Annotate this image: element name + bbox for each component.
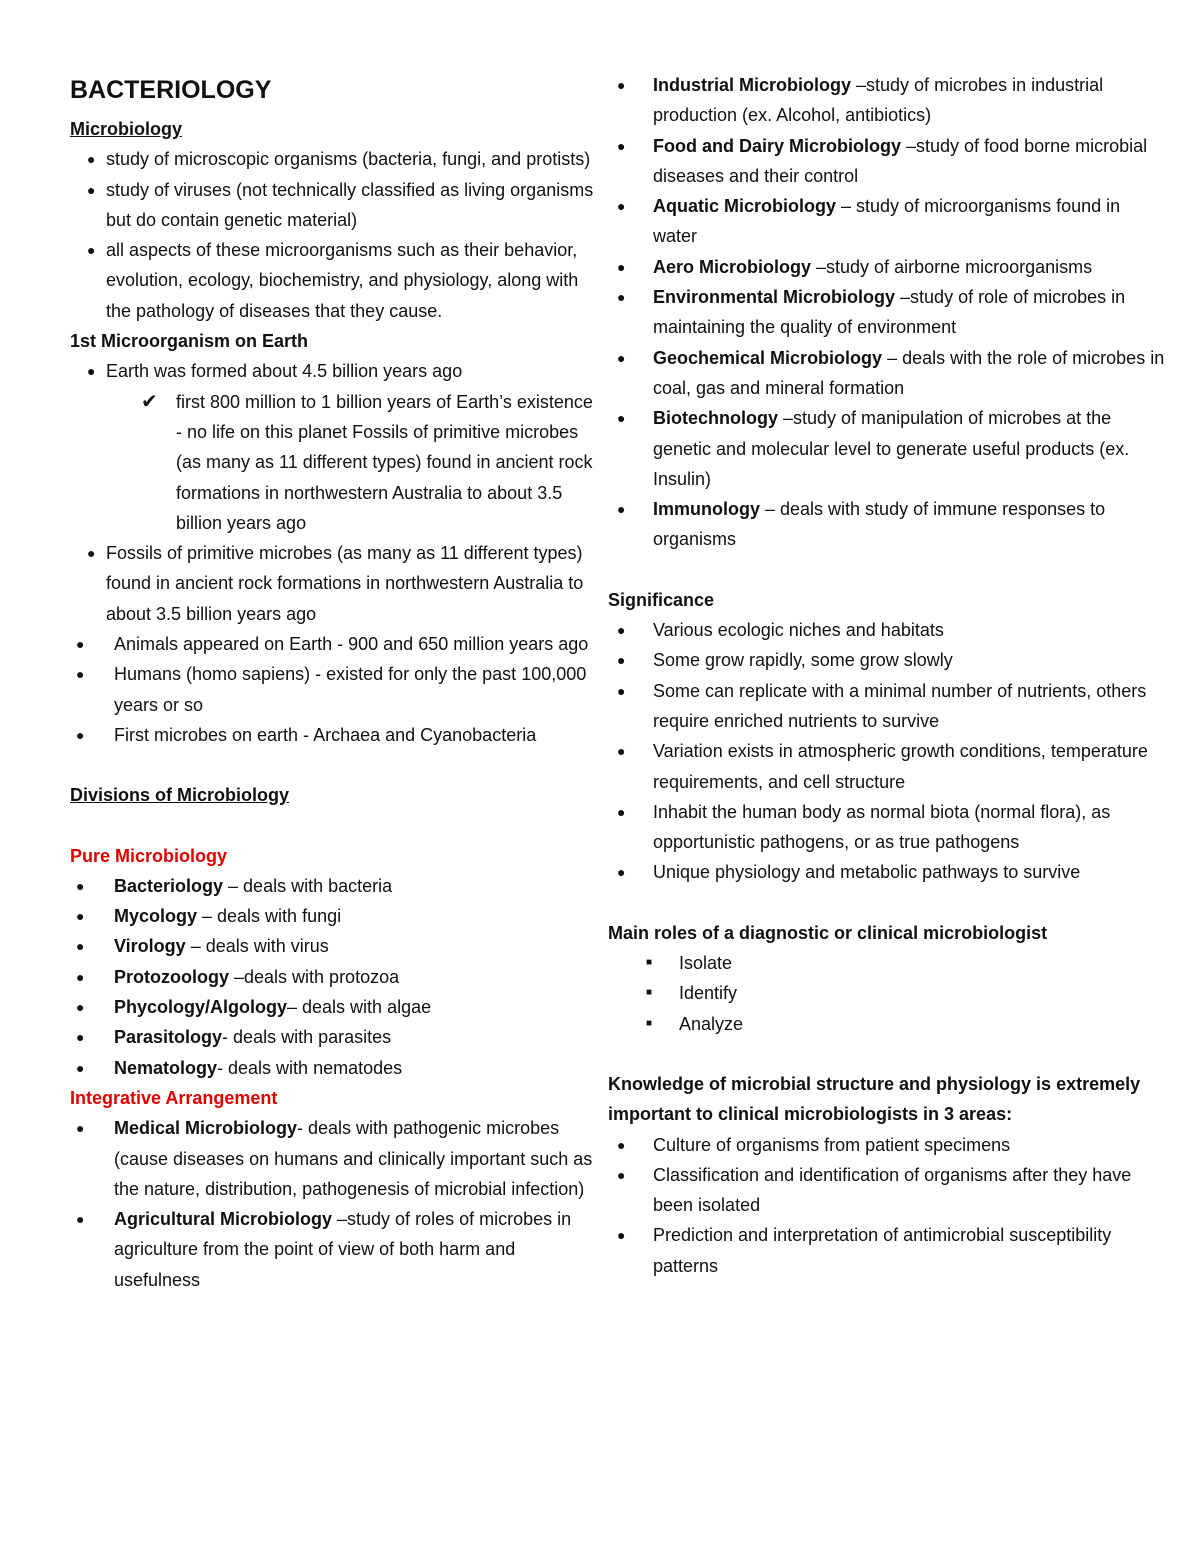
list-item: ● Culture of organisms from patient specimens	[608, 1130, 1168, 1160]
bullet-icon: ●	[617, 349, 626, 366]
bullet-icon: ●	[617, 682, 626, 699]
list-item: ● Humans (homo sapiens) - existed for only the past 100,000 years or so	[70, 659, 600, 720]
bullet-icon: ●	[87, 242, 96, 259]
bullet-icon: ●	[617, 77, 626, 93]
bullet-icon: ●	[76, 938, 85, 955]
bullet-icon: ●	[617, 289, 626, 306]
list-item: ● Some grow rapidly, some grow slowly	[608, 645, 1168, 675]
bullet-icon: ●	[76, 877, 85, 894]
square-bullet-icon: ■	[646, 987, 653, 999]
square-bullet-icon: ■	[646, 957, 653, 969]
bullet-icon: ●	[617, 1136, 626, 1153]
bullet-icon: ●	[76, 666, 85, 683]
list-item: ■ Identify	[608, 978, 1168, 1008]
bullet-icon: ●	[76, 908, 85, 925]
bullet-icon: ●	[617, 501, 626, 518]
bullet-icon: ●	[617, 622, 626, 639]
list-item: ● Fossils of primitive microbes (as many as 11 different types) found in ancient rock formations in northwestern Australia to about 3.5 billion years ago	[70, 538, 600, 629]
bullet-icon: ●	[617, 258, 626, 275]
list-item: ● Various ecologic niches and habitats	[608, 615, 1168, 645]
list-item: ● Bacteriology – deals with bacteria	[70, 871, 600, 901]
list-item: ● Medical Microbiology- deals with pathogenic microbes (cause diseases on humans and clinically important such as the nature, distribution, pathogenesis of microbial infection)	[70, 1113, 600, 1204]
bullet-icon: ●	[76, 636, 85, 653]
list-item: ● Phycology/Algology– deals with algae	[70, 992, 600, 1022]
list-item: ● Environmental Microbiology –study of role of microbes in maintaining the quality of environment	[608, 282, 1168, 343]
list-item: ● Inhabit the human body as normal biota (normal flora), as opportunistic pathogens, or as true pathogens	[608, 797, 1168, 858]
bullet-icon: ●	[76, 1211, 85, 1228]
list-item: ● Variation exists in atmospheric growth conditions, temperature requirements, and cell structure	[608, 736, 1168, 797]
bullet-icon: ●	[617, 1227, 626, 1244]
checkmark-icon: ✔	[141, 390, 158, 413]
list-item: ● Industrial Microbiology –study of microbes in industrial production (ex. Alcohol, antibiotics)	[608, 70, 1168, 131]
divisions-heading: Divisions of Microbiology	[70, 785, 290, 806]
list-item: ● study of viruses (not technically classified as living organisms but do contain genetic material)	[70, 175, 600, 236]
list-item: ● all aspects of these microorganisms such as their behavior, evolution, ecology, biochemistry, and physiology, along with the pathology of diseases that they cause.	[70, 235, 600, 326]
bullet-icon: ●	[76, 1059, 85, 1076]
list-item: ● First microbes on earth - Archaea and Cyanobacteria	[70, 720, 600, 750]
bullet-icon: ●	[76, 1120, 85, 1137]
integrative-arrangement-heading: Integrative Arrangement	[70, 1087, 278, 1108]
bullet-icon: ●	[617, 410, 626, 427]
list-item: ● Classification and identification of organisms after they have been isolated	[608, 1160, 1168, 1221]
list-item: ● Protozoology –deals with protozoa	[70, 962, 600, 992]
main-roles-heading: Main roles of a diagnostic or clinical microbiologist	[608, 922, 1048, 943]
list-item: ■ Analyze	[608, 1009, 1168, 1039]
bullet-icon: ●	[617, 652, 626, 669]
list-item: ● Agricultural Microbiology –study of roles of microbes in agriculture from the point of view of both harm and usefulness	[70, 1204, 600, 1295]
bullet-icon: ●	[617, 1166, 626, 1183]
list-item: ● Some can replicate with a minimal number of nutrients, others require enriched nutrients to survive	[608, 676, 1168, 737]
list-item: ● Earth was formed about 4.5 billion years ago	[70, 356, 600, 386]
significance-heading: Significance	[608, 589, 715, 610]
bullet-icon: ●	[76, 968, 85, 985]
bullet-icon: ●	[617, 743, 626, 760]
list-item: ● Unique physiology and metabolic pathways to survive	[608, 857, 1168, 887]
bullet-icon: ●	[617, 864, 626, 881]
page-title: BACTERIOLOGY	[70, 76, 272, 104]
bullet-icon: ●	[87, 181, 96, 198]
list-item: ● Nematology- deals with nematodes	[70, 1053, 600, 1083]
list-item: ● Immunology – deals with study of immune responses to organisms	[608, 494, 1168, 555]
bullet-icon: ●	[76, 999, 85, 1016]
list-item: ● Mycology – deals with fungi	[70, 901, 600, 931]
pure-microbiology-heading: Pure Microbiology	[70, 845, 228, 866]
microbiology-heading: Microbiology	[70, 119, 182, 139]
list-item: ● Prediction and interpretation of antimicrobial susceptibility patterns	[608, 1220, 1168, 1281]
list-item: ● Geochemical Microbiology – deals with the role of microbes in coal, gas and mineral formation	[608, 343, 1168, 404]
bullet-icon: ●	[87, 151, 96, 168]
first-microorganism-heading: 1st Microorganism on Earth	[70, 331, 309, 352]
bullet-icon: ●	[617, 803, 626, 820]
list-item: ● Food and Dairy Microbiology –study of food borne microbial diseases and their control	[608, 131, 1168, 192]
bullet-icon: ●	[76, 726, 85, 743]
list-item: ✔ first 800 million to 1 billion years of Earth’s existence - no life on this planet Fossils of primitive microbes (as many as 11 different types) found in ancient rock formations in northwestern Australia to about 3.5 billion years ago	[70, 387, 600, 538]
knowledge-heading: Knowledge of microbial structure and physiology is extremely important to clinical microbiologists in 3 areas:	[608, 1073, 1141, 1125]
list-item: ● study of microscopic organisms (bacteria, fungi, and protists)	[70, 144, 600, 174]
bullet-icon: ●	[87, 545, 96, 562]
list-item: ● Parasitology- deals with parasites	[70, 1022, 600, 1052]
bullet-icon: ●	[76, 1029, 85, 1046]
list-item: ● Aquatic Microbiology – study of microorganisms found in water	[608, 191, 1168, 252]
bullet-icon: ●	[87, 363, 96, 380]
square-bullet-icon: ■	[646, 1017, 653, 1029]
list-item: ● Aero Microbiology –study of airborne microorganisms	[608, 252, 1168, 282]
list-item: ● Virology – deals with virus	[70, 931, 600, 961]
bullet-icon: ●	[617, 137, 626, 154]
list-item: ● Animals appeared on Earth - 900 and 650 million years ago	[70, 629, 600, 659]
list-item: ● Biotechnology –study of manipulation of microbes at the genetic and molecular level to generate useful products (ex. Insulin)	[608, 403, 1168, 494]
list-item: ■ Isolate	[608, 948, 1168, 978]
bullet-icon: ●	[617, 198, 626, 215]
